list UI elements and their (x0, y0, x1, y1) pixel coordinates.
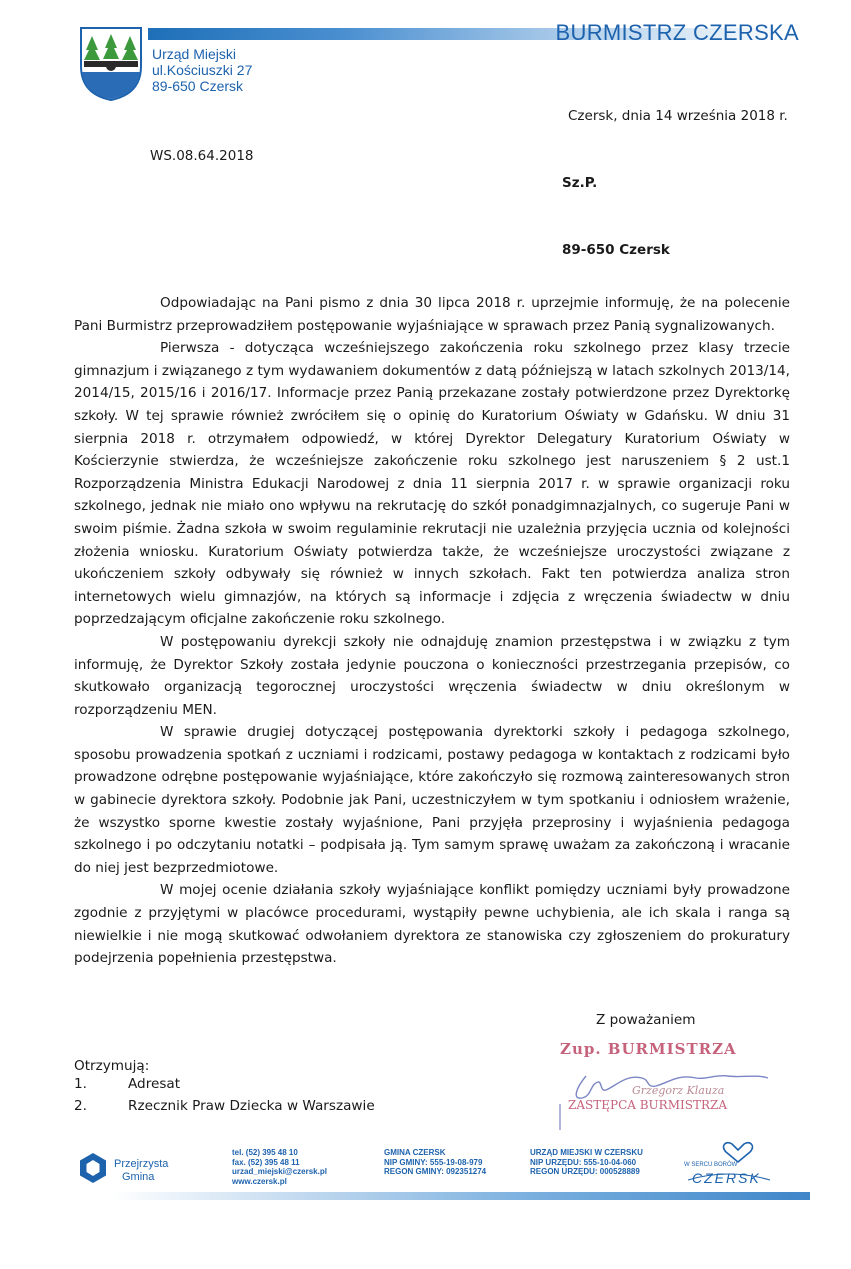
brand-name: CZERSK (692, 1170, 761, 1186)
stamp-position: ZASTĘPCA BURMISTRZA (568, 1098, 727, 1112)
salutation: Sz.P. (562, 175, 598, 191)
footer-gmina-ids (384, 1148, 486, 1177)
footer-fax: fax. (52) 395 48 11 (232, 1157, 300, 1167)
urzad-title: URZĄD MIEJSKI W CZERSKU (530, 1148, 643, 1157)
gmina-nip: NIP GMINY: 555-19-08-979 (384, 1157, 483, 1167)
letter-body (74, 292, 790, 970)
urzad-regon: REGON URZĘDU: 000528889 (530, 1167, 640, 1176)
recipient-name: Adresat (128, 1076, 181, 1092)
letterhead-title: BURMISTRZ CZERSKA (555, 20, 799, 45)
recipient-list-item (0, 1098, 851, 1118)
gmina-title: GMINA CZERSK (384, 1148, 446, 1157)
brand-tagline: W SERCU BORÓW (684, 1162, 738, 1168)
body-paragraph-4: W sprawie drugiej dotyczącej postępowania dyrektorki szkoły i pedagoga szkolnego, sposobu prowadzenia spotkań z uczniami i rodzicami, postawy pedagoga w kontaktach z rodzicami było prowadzone odrębne postępowanie wyjaśniające, które zakończyło się rozmową zainteresowanych stron w gabinecie dyrektora szkoły. Podobnie jak Pani, uczestniczyłem w tym spotkaniu i odniosłem wrażenie, że wszystko sporne kwestie zostały wyjaśnione, Pani przyjęła przeprosiny i wyjaśnienia pedagoga szkolnego i po odczytaniu notatki – podpisała ją. Tym samym sprawę uważam za zakończoną i wracanie do niej jest bezprzedmiotowe. (74, 724, 790, 876)
recipient-number: 1. (74, 1076, 87, 1092)
coat-of-arms-logo (78, 26, 144, 102)
stamp-name: Grzegorz Klauza (632, 1084, 725, 1097)
footer-color-bar (110, 1192, 810, 1200)
office-street: ul.Kościuszki 27 (152, 62, 253, 78)
footer-urzad-ids (530, 1148, 643, 1177)
urzad-nip: NIP URZĘDU: 555-10-04-060 (530, 1157, 637, 1167)
logo-caption-line1: Przejrzysta (114, 1158, 169, 1170)
footer-website: www.czersk.pl (232, 1176, 287, 1186)
stamp-title: Zup. BURMISTRZA (560, 1040, 737, 1058)
body-paragraph-3: W postępowaniu dyrekcji szkoły nie odnajduję znamion przestępstwa i w związku z tym informuję, że Dyrektor Szkoły została jedynie pouczona o konieczności przestrzegania przepisów, co skutkowało organizacją tegorocznej uroczystości wręczenia świadectw w dniu określonym w rozporządzeniu MEN. (74, 633, 790, 718)
hexagon-icon (78, 1152, 108, 1184)
letter-date: Czersk, dnia 14 września 2018 r. (568, 108, 788, 124)
recipients-title: Otrzymują: (74, 1058, 150, 1074)
recipient-list-item (0, 1076, 851, 1096)
closing-phrase: Z poważaniem (596, 1012, 696, 1028)
recipient-name: Rzecznik Praw Dziecka w Warszawie (128, 1098, 375, 1114)
office-postcode: 89-650 Czersk (152, 78, 244, 94)
footer-tel: tel. (52) 395 48 10 (232, 1148, 298, 1157)
recipient-address: 89-650 Czersk (562, 242, 670, 258)
body-paragraph-5: W mojej ocenie działania szkoły wyjaśniające konflikt pomiędzy uczniami były prowadzone zgodnie z przyjętymi w placówce procedurami, wystąpiły pewne uchybienia, ale ich skala i ranga są niewielkie i nie mogą skutkować odwołaniem dyrektora ze stanowiska czy zgłoszeniem do prokuratury podejrzenia popełnienia przestępstwa. (74, 882, 790, 967)
office-name: Urząd Miejski (152, 46, 237, 62)
body-paragraph-2: Pierwsza - dotycząca wcześniejszego zakończenia roku szkolnego przez klasy trzecie gimnazjum i związanego z tym wydawaniem dokumentów z datą późniejszą w latach szkolnych 2013/14, 2014/15, 2015/16 i 2016/17. Informacje przez Panią przekazane zostały potwierdzone przez Dyrektorkę szkoły. W tej sprawie również zwróciłem się o opinię do Kuratorium Oświaty w Gdańsku. W dniu 31 sierpnia 2018 r. otrzymałem odpowiedź, w której Dyrektor Delegatury Kuratorium Oświaty w Kościerzynie stwierdza, że wcześniejsze zakończenie roku szkolnego jest naruszeniem § 2 ust.1 Rozporządzenia Ministra Edukacji Narodowej z dnia 11 sierpnia 2017 r. w sprawie organizacji roku szkolnego, jednak nie miało ono wpływu na rekrutację do szkół ponadgimnazjalnych, co sugeruje Pani w swoim piśmie. Żadna szkoła w swoim regulaminie rekrutacji nie uzależnia przyjęcia ucznia od kolejności złożenia wniosku. Kuratorium Oświaty potwierdza także, że wcześniejsze uroczystości związane z ukończeniem szkoły odbywały się również w innych szkołach. Fakt ten potwierdza analiza stron internetowych wielu gimnazjów, na których są informacje i zdjęcia z wręczenia świadectw w dniu poprzedzającym oficjalne zakończenie roku szkolnego. (74, 340, 790, 628)
gmina-regon: REGON GMINY: 092351274 (384, 1167, 487, 1176)
footer-email: urzad_miejski@czersk.pl (232, 1167, 327, 1176)
body-paragraph-1: Odpowiadając na Pani pismo z dnia 30 lipca 2018 r. uprzejmie informuję, że na polecenie Pani Burmistrz przeprowadziłem postępowanie wyjaśniające w sprawach przez Panią sygnalizowanych. (74, 295, 790, 334)
reference-number: WS.08.64.2018 (150, 148, 254, 164)
transparent-municipality-logo (78, 1152, 188, 1192)
logo-caption-line2: Gmina (122, 1171, 155, 1183)
footer-contact (232, 1148, 327, 1186)
logo-caption (114, 1158, 184, 1184)
office-address-block (152, 46, 252, 94)
recipient-number: 2. (74, 1098, 87, 1114)
czersk-brand-logo (680, 1140, 776, 1188)
